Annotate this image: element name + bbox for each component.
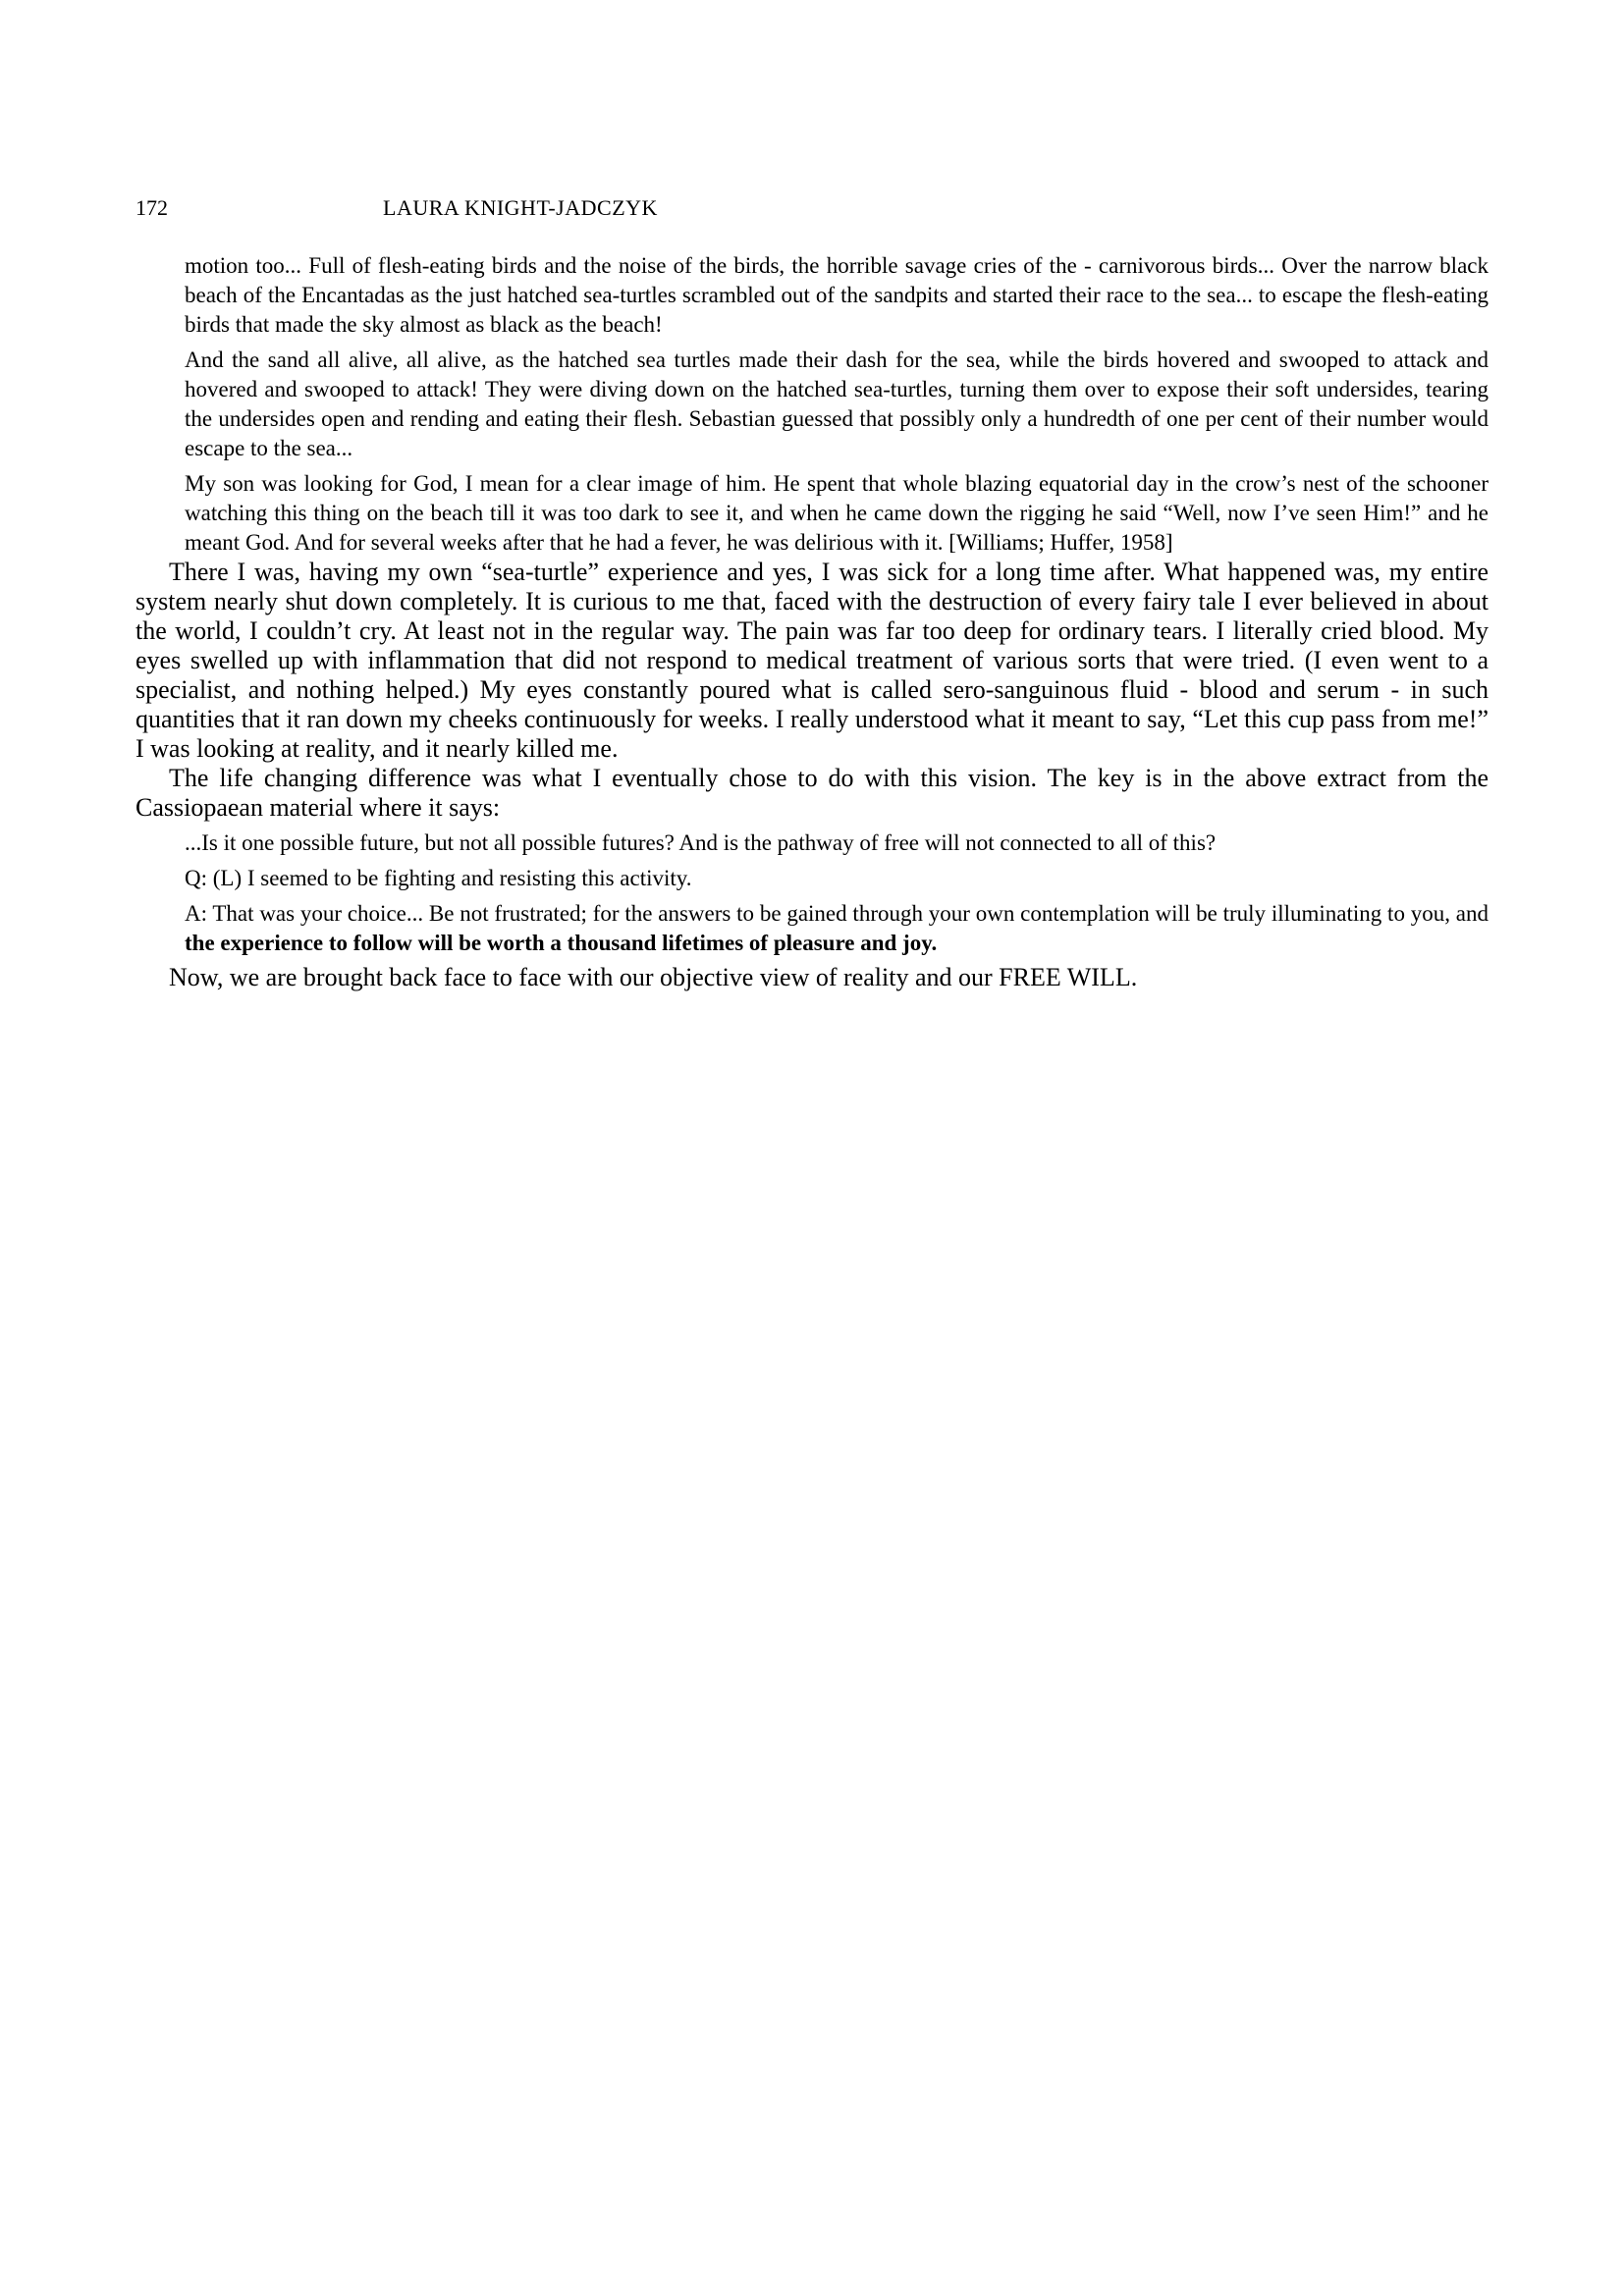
page-number: 172 [135, 195, 168, 220]
running-title: LAURA KNIGHT-JADCZYK [383, 195, 658, 220]
blockquote-sea-turtle-1: motion too... Full of flesh-eating birds and the noise of the birds, the horrible savage cries of the - carnivorous birds... Over the narrow black beach of the Encantadas as the just hatched sea-turtles scrambled out of the sandpits and started their race to the sea... to escape the flesh-eating birds that made the sky almost as black as the beach! [185, 253, 1489, 337]
body-paragraph-life-changing: The life changing difference was what I eventually chose to do with this vision. The key is in the above extract from the Cassiopaean material where it says: [135, 764, 1489, 822]
session-answer-regular-text: A: That was your choice... Be not frustrated; for the answers to be gained through your own contemplation will be truly illuminating to you, and [185, 901, 1489, 926]
closing-paragraph: Now, we are brought back face to face with our objective view of reality and our FREE WILL. [169, 963, 1138, 991]
page-header [135, 195, 1489, 221]
session-quote-answer [185, 899, 1489, 958]
blockquote-sea-turtle-2: And the sand all alive, all alive, as the hatched sea turtles made their dash for the sea, while the birds hovered and swooped to attack and hovered and swooped to attack! They were diving down on the hatched sea-turtles, turning them over to expose their soft undersides, tearing the undersides open and rending and eating their flesh. Sebastian guessed that possibly only a hundredth of one per cent of their number would escape to the sea... [185, 347, 1489, 460]
session-quote-question: Q: (L) I seemed to be fighting and resisting this activity. [185, 866, 692, 890]
text-column [135, 245, 1489, 992]
session-answer-bold-text: the experience to follow will be worth a thousand lifetimes of pleasure and joy. [185, 931, 938, 955]
session-quote-possible-future: ...Is it one possible future, but not all possible futures? And is the pathway of free will not connected to all of this? [185, 830, 1217, 855]
body-paragraph-experience: There I was, having my own “sea-turtle” experience and yes, I was sick for a long time after. What happened was, my entire system nearly shut down completely. It is curious to me that, faced with the destruction of every fairy tale I ever believed in about the world, I couldn’t cry. At least not in the regular way. The pain was far too deep for ordinary tears. I literally cried blood. My eyes swelled up with inflammation that did not respond to medical treatment of various sorts that were tried. (I even went to a specialist, and nothing helped.) My eyes constantly poured what is called sero-sanguinous fluid - blood and serum - in such quantities that it ran down my cheeks continuously for weeks. I really understood what it meant to say, “Let this cup pass from me!” I was looking at reality, and it nearly killed me. [135, 558, 1489, 763]
blockquote-sea-turtle-3: My son was looking for God, I mean for a clear image of him. He spent that whole blazing equatorial day in the crow’s nest of the schooner watching this thing on the beach till it was too dark to see it, and when he came down the rigging he said “Well, now I’ve seen Him!” and he meant God. And for several weeks after that he had a fever, he was delirious with it. [Williams; Huffer, 1958] [185, 471, 1489, 555]
